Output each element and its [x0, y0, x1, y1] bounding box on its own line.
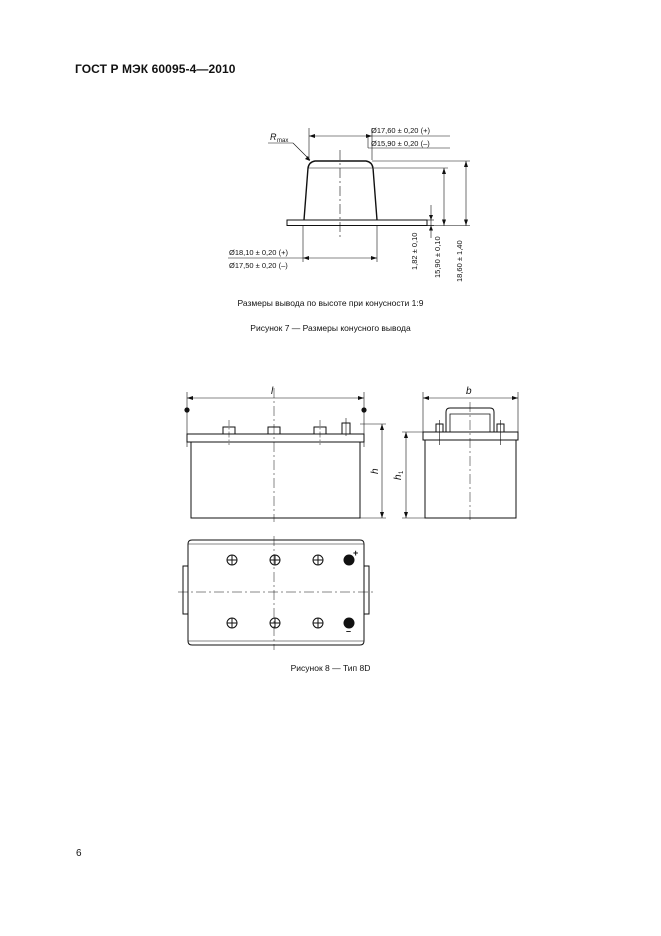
side-case: [425, 440, 516, 518]
figure-7-note: Размеры вывода по высоте при конусности 1:9: [237, 298, 424, 308]
battery-case: [191, 442, 360, 518]
top-view-outline: [188, 540, 364, 645]
side-lid: [423, 432, 518, 440]
terminal-cone: [304, 161, 377, 220]
figure-8-top-view: [178, 536, 374, 650]
figure-7-terminal-drawing: [228, 126, 470, 282]
document-code-header: ГОСТ Р МЭК 60095-4—2010: [75, 62, 236, 76]
positive-sign: +: [353, 548, 359, 558]
bottom-diameter-plus: Ø18,10 ± 0,20 (+): [229, 248, 288, 257]
terminal-flange: [287, 220, 427, 226]
total-height-dim: 18,60 ± 1,40: [455, 240, 464, 282]
height-label-h: h: [370, 468, 381, 474]
radius-subscript: max: [277, 138, 289, 144]
figure-8-caption: Рисунок 8 — Тип 8D: [290, 663, 371, 673]
mid-height-dim: 15,90 ± 0,10: [433, 236, 442, 278]
flange-thickness-dim: 1,82 ± 0,10: [410, 232, 419, 270]
bottom-diameter-minus: Ø17,50 ± 0,20 (–): [229, 261, 288, 270]
bottom-row-vents: [227, 618, 323, 628]
negative-sign: –: [346, 626, 352, 636]
radius-label: R: [270, 132, 277, 142]
height-label-h1-sub: 1: [399, 470, 405, 474]
height-label-h1: h: [393, 474, 404, 480]
length-label-l: l: [271, 386, 274, 397]
page-number: 6: [76, 848, 82, 859]
figure-7-caption: Рисунок 7 — Размеры конусного вывода: [250, 323, 411, 333]
top-diameter-plus: Ø17,60 ± 0,20 (+): [371, 126, 430, 135]
top-diameter-minus: Ø15,90 ± 0,20 (–): [371, 139, 430, 148]
figure-8-front-view: [184, 386, 386, 522]
figure-8-side-view: [393, 386, 518, 522]
battery-lid: [187, 434, 364, 442]
top-row-vents: [227, 555, 323, 565]
width-label-b: b: [466, 386, 472, 397]
